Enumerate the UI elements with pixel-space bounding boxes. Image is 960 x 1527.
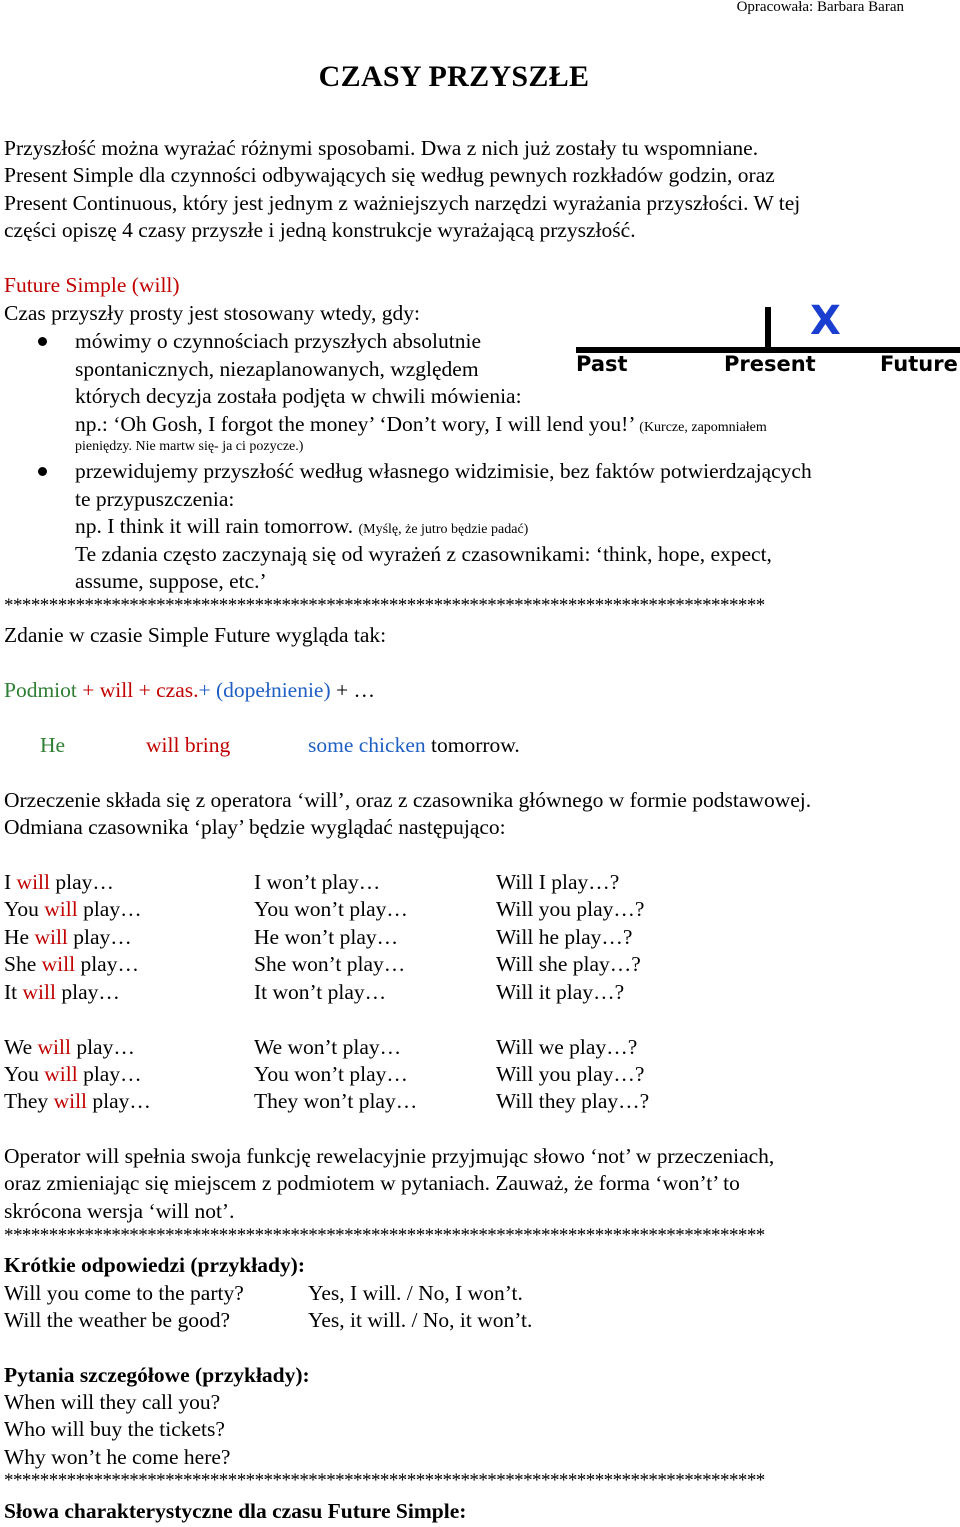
- example-text: np. I think it will rain tomorrow.: [75, 514, 354, 538]
- note-line: assume, suppose, etc.’: [75, 569, 267, 593]
- question-form: Will they play…?: [496, 1089, 650, 1113]
- bullet-text: których decyzja została podjęta w chwili mówienia:: [75, 384, 522, 408]
- present-marker: [765, 307, 771, 349]
- example-line: [75, 513, 528, 543]
- affirmative-form: [4, 951, 139, 978]
- negative-form: He won’t play…: [254, 925, 399, 949]
- formula-subject: Podmiot: [4, 678, 77, 702]
- separator-line: *************************************************************************************: [4, 595, 765, 616]
- bullet-text: mówimy o czynnościach przyszłych absolutnie: [75, 329, 482, 353]
- affirmative-form: [4, 896, 142, 923]
- conjugation-row: [0, 1034, 960, 1061]
- wh-question: When will they call you?: [4, 1390, 221, 1414]
- timeline-diagram: [574, 298, 960, 377]
- short-answers-heading: Krótkie odpowiedzi (przykłady):: [4, 1253, 305, 1277]
- will-word: will: [16, 870, 50, 894]
- formula-complement: (dopełnienie): [216, 678, 331, 702]
- separator-line: *************************************************************************************: [4, 1470, 765, 1491]
- pronoun: It: [4, 980, 18, 1004]
- negative-form: You won’t play…: [254, 897, 408, 921]
- negative-form: It won’t play…: [254, 980, 387, 1004]
- example-rest: tomorrow.: [425, 733, 520, 757]
- will-word: will: [22, 980, 56, 1004]
- example-translation: pieniędzy. Nie martw się- ja ci pozycze.): [75, 439, 304, 454]
- pronoun: You: [4, 1062, 39, 1086]
- bullet-text: spontanicznych, niezaplanowanych, względem: [75, 357, 479, 381]
- example-will: will bring: [146, 733, 231, 757]
- intro-line: części opiszę 4 czasy przyszłe i jedną konstrukcje wyrażającą przyszłość.: [4, 218, 636, 242]
- affirmative-form: [4, 979, 120, 1006]
- bullet-text: te przypuszczenia:: [75, 487, 235, 511]
- pronoun: They: [4, 1089, 49, 1113]
- short-answer-question: Will the weather be good?: [4, 1308, 230, 1332]
- wh-questions-heading: Pytania szczegółowe (przykłady):: [4, 1363, 310, 1387]
- formula-rest: + …: [330, 678, 376, 702]
- section-lead: Czas przyszły prosty jest stosowany wtedy, gdy:: [4, 301, 421, 325]
- verb: play…: [55, 980, 120, 1004]
- keywords-heading: Słowa charakterystyczne dla czasu Future Simple:: [4, 1499, 467, 1523]
- intro-line: Przyszłość można wyrażać różnymi sposobami. Dwa z nich już zostały tu wspomniane.: [4, 136, 759, 160]
- pronoun: We: [4, 1035, 33, 1059]
- note-line: Te zdania często zaczynają się od wyrażeń z czasownikami: ‘think, hope, expect,: [75, 542, 772, 566]
- verb: play…: [75, 952, 139, 976]
- will-word: will: [37, 1035, 71, 1059]
- intro-line: Present Continuous, który jest jednym z ważniejszych narzędzi wyrażania przyszłości. W tej: [4, 191, 801, 215]
- conjugation-row: [0, 979, 960, 1006]
- conjugation-intro: Orzeczenie składa się z operatora ‘will’, oraz z czasownika głównego w formie podstawowej.: [4, 788, 812, 812]
- question-form: Will you play…?: [496, 1062, 645, 1086]
- pronoun: He: [4, 925, 30, 949]
- will-word: will: [34, 925, 68, 949]
- example-translation: (Kurcze, zapomniałem: [639, 420, 767, 435]
- wh-question: Why won’t he come here?: [4, 1445, 231, 1469]
- verb: play…: [50, 870, 114, 894]
- author-credit: Opracowała: Barbara Baran: [736, 0, 904, 15]
- question-form: Will I play…?: [496, 870, 620, 894]
- pronoun: She: [4, 952, 37, 976]
- example-complement: some chicken: [308, 733, 426, 757]
- timeline-label-present: Present: [724, 352, 816, 376]
- present-x-mark: X: [810, 298, 841, 344]
- operator-note-line: oraz zmieniając się miejscem z podmiotem w pytaniach. Zauważ, że forma ‘won’t’ to: [4, 1171, 740, 1195]
- negative-form: She won’t play…: [254, 952, 406, 976]
- short-answer-question: Will you come to the party?: [4, 1281, 244, 1305]
- conjugation-row: [0, 1088, 960, 1115]
- affirmative-form: [4, 869, 114, 896]
- affirmative-form: [4, 1034, 135, 1061]
- wh-question: Who will buy the tickets?: [4, 1417, 225, 1441]
- pronoun: You: [4, 897, 39, 921]
- negative-form: We won’t play…: [254, 1035, 402, 1059]
- formula-will: will: [99, 678, 134, 702]
- separator-line: *************************************************************************************: [4, 1225, 765, 1246]
- affirmative-form: [4, 1061, 142, 1088]
- section-heading-future-simple: Future Simple (will): [4, 273, 180, 297]
- example-complement-group: [308, 732, 520, 759]
- verb: play…: [87, 1089, 151, 1113]
- structure-intro: Zdanie w czasie Simple Future wygląda tak:: [4, 623, 387, 647]
- question-form: Will we play…?: [496, 1035, 638, 1059]
- affirmative-form: [4, 924, 132, 951]
- page-title: CZASY PRZYSZŁE: [318, 60, 590, 93]
- conjugation-row: [0, 924, 960, 951]
- timeline-label-future: Future: [880, 352, 958, 376]
- formula-plus: +: [133, 678, 157, 702]
- question-form: Will it play…?: [496, 980, 625, 1004]
- example-translation: (Myślę, że jutro będzie padać): [358, 522, 529, 537]
- negative-form: I won’t play…: [254, 870, 381, 894]
- intro-line: Present Simple dla czynności odbywających się według pewnych rozkładów godzin, oraz: [4, 163, 775, 187]
- negative-form: They won’t play…: [254, 1089, 418, 1113]
- conjugation-row: [0, 951, 960, 978]
- pronoun: I: [4, 870, 12, 894]
- short-answer-row: [0, 1280, 960, 1307]
- affirmative-form: [4, 1088, 151, 1115]
- will-word: will: [44, 897, 78, 921]
- will-word: will: [41, 952, 76, 976]
- structure-example: [0, 732, 960, 759]
- question-form: Will you play…?: [496, 897, 645, 921]
- verb: play…: [70, 1035, 135, 1059]
- question-form: Will she play…?: [496, 952, 641, 976]
- bullet-text: przewidujemy przyszłość według własnego widzimisie, bez faktów potwierdzających: [75, 459, 812, 483]
- conjugation-row: [0, 896, 960, 923]
- question-form: Will he play…?: [496, 925, 633, 949]
- verb: play…: [77, 897, 142, 921]
- will-word: will: [44, 1062, 78, 1086]
- will-word: will: [53, 1089, 88, 1113]
- formula-verb: czas.: [156, 678, 199, 702]
- operator-note-line: skrócona wersja ‘will not’.: [4, 1199, 235, 1223]
- formula-plus: +: [198, 678, 217, 702]
- conjugation-row: [0, 869, 960, 896]
- short-answer-answer: Yes, it will. / No, it won’t.: [308, 1308, 533, 1332]
- conjugation-intro: Odmiana czasownika ‘play’ będzie wyglądać następująco:: [4, 815, 506, 839]
- operator-note-line: Operator will spełnia swoja funkcję rewelacyjnie przyjmując słowo ‘not’ w przeczeniach,: [4, 1144, 775, 1168]
- formula-plus: +: [76, 678, 100, 702]
- example-text: np.: ‘Oh Gosh, I forgot the money’ ‘Don’t wory, I will lend you!’: [75, 412, 634, 436]
- short-answer-row: [0, 1307, 960, 1334]
- structure-formula: [4, 677, 375, 704]
- bullet-dot: [38, 337, 47, 346]
- bullet-dot: [38, 467, 47, 476]
- verb: play…: [77, 1062, 142, 1086]
- conjugation-row: [0, 1061, 960, 1088]
- short-answer-answer: Yes, I will. / No, I won’t.: [308, 1281, 523, 1305]
- example-subject: He: [40, 733, 66, 757]
- timeline-label-past: Past: [576, 352, 628, 376]
- verb: play…: [67, 925, 132, 949]
- negative-form: You won’t play…: [254, 1062, 408, 1086]
